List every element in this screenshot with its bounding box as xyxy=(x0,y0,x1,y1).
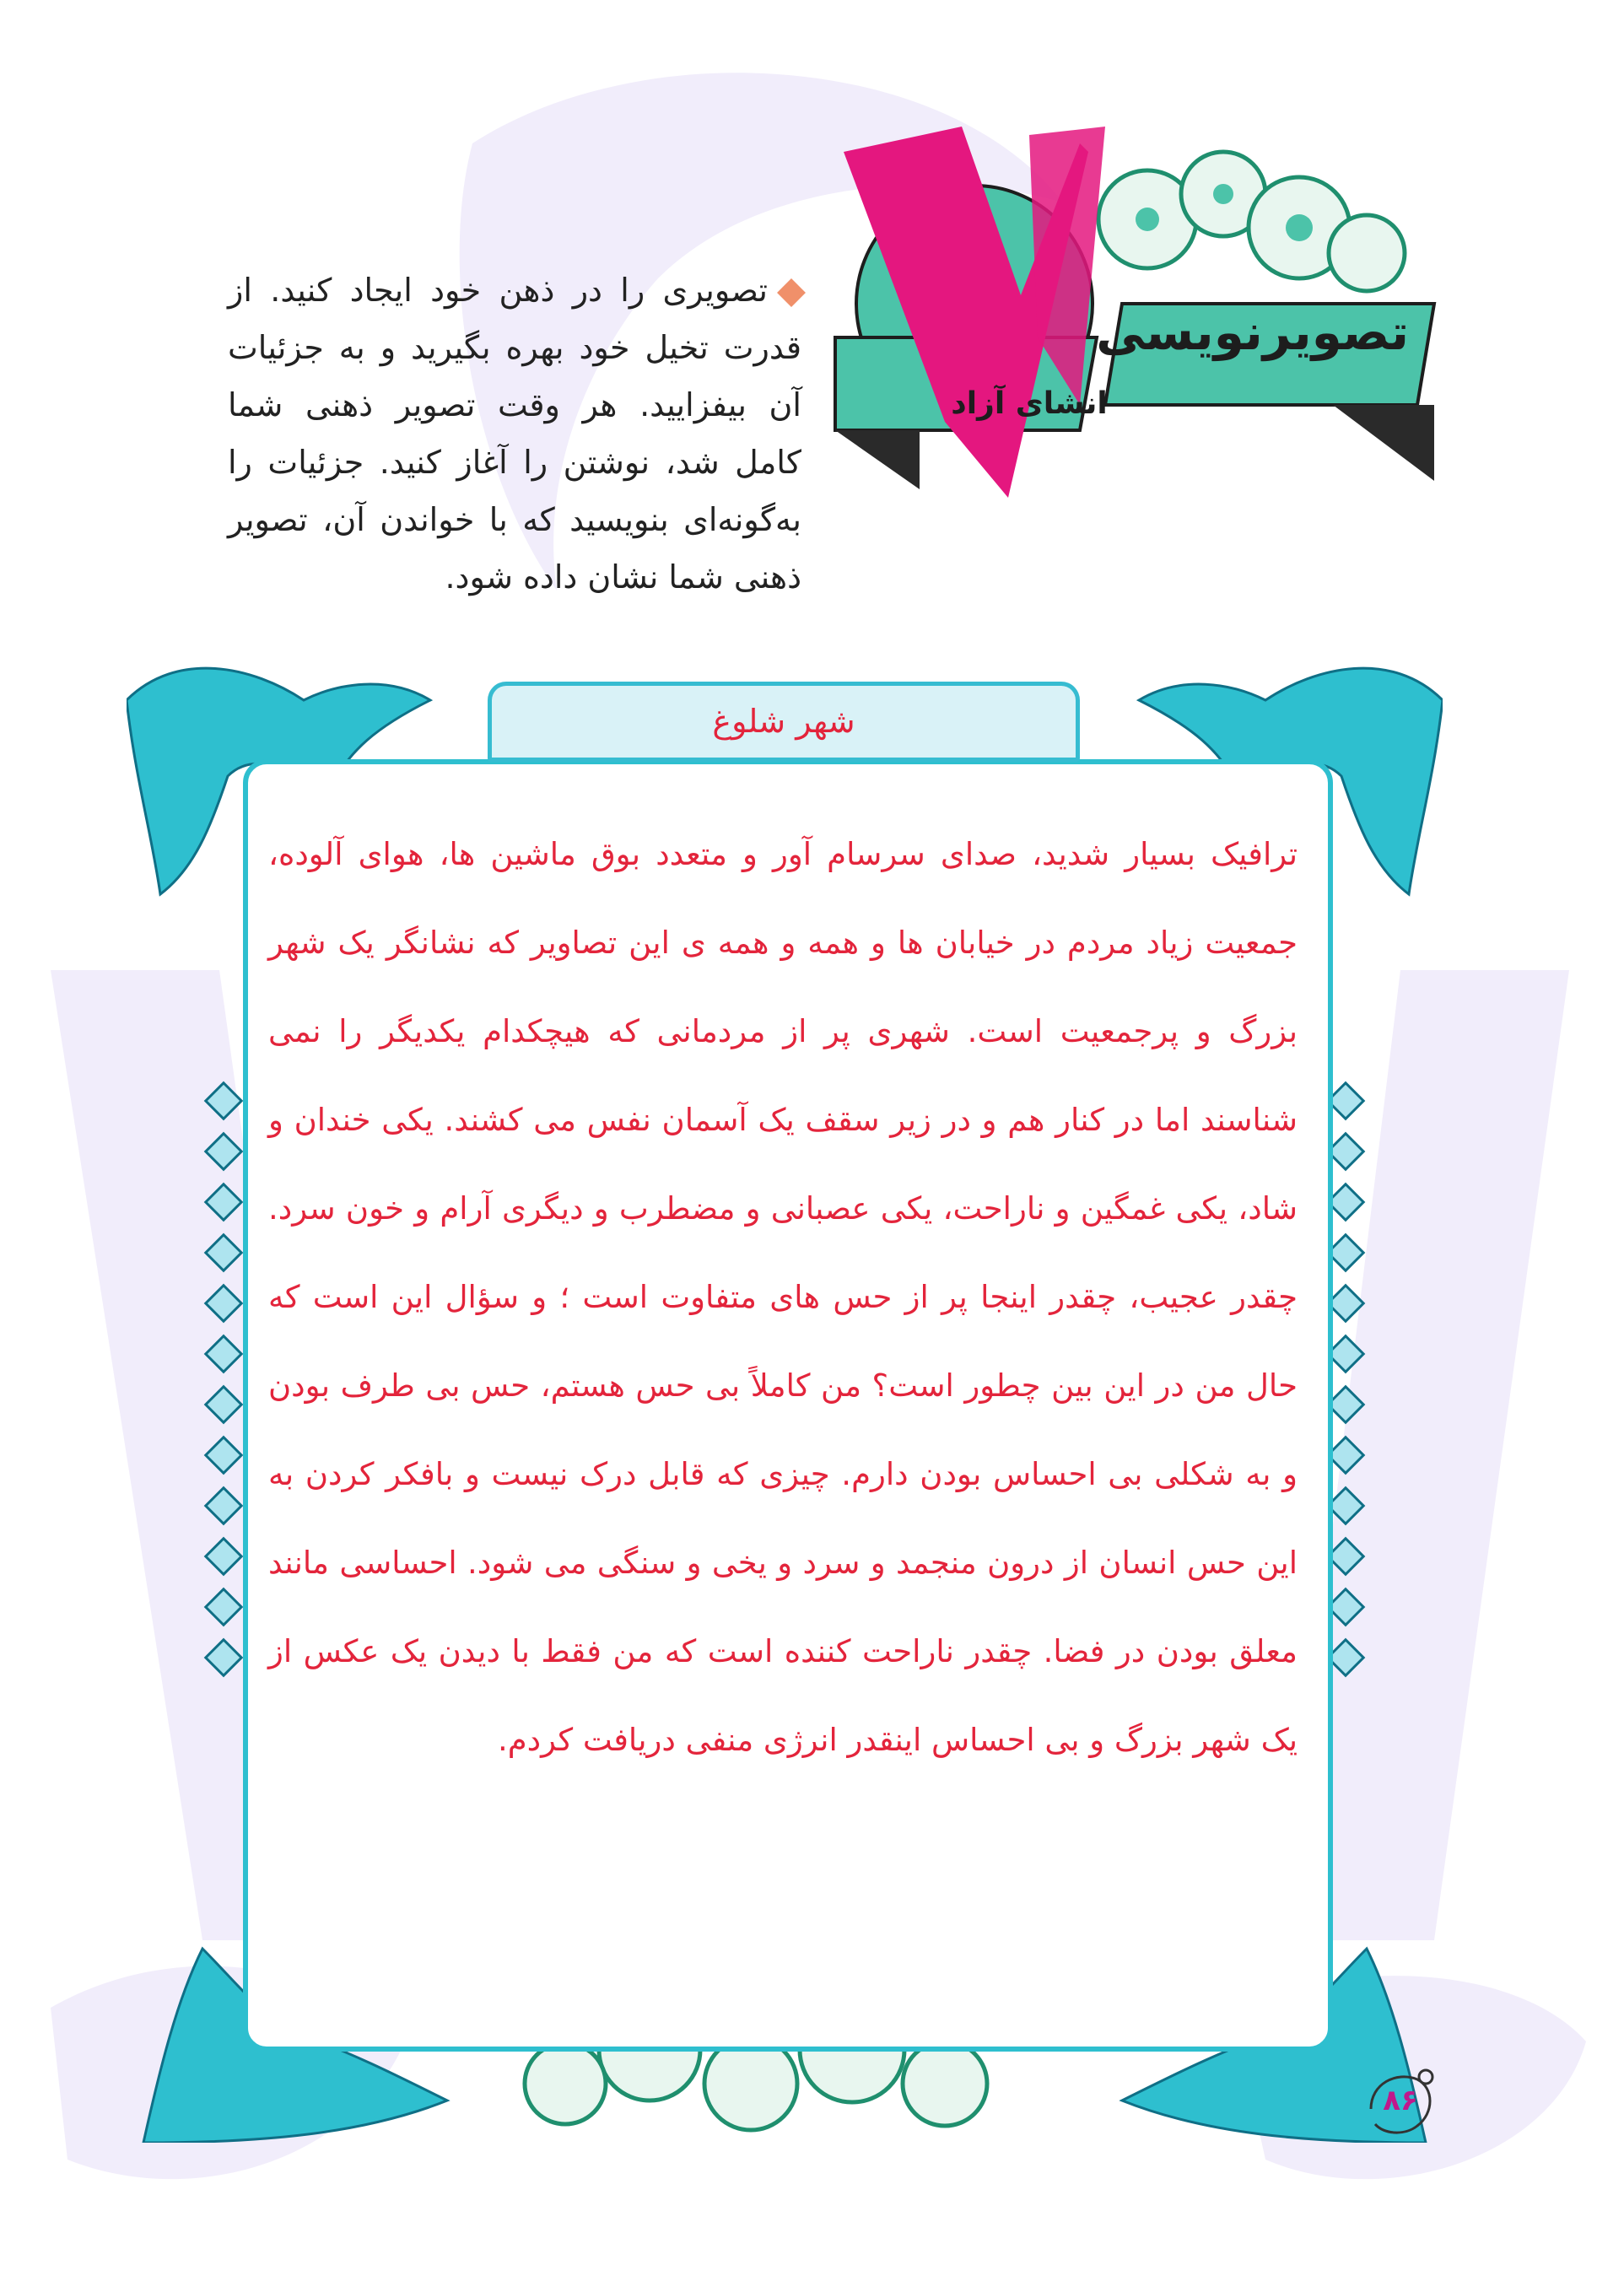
side-diamonds-left xyxy=(206,1083,241,1675)
instruction-text: تصویری را در ذهن خود ایجاد کنید. از قدرت تخیل خود بهره بگیرید و به جزئیات آن بیفزایید. هر وقت تصویر ذهنی شما کامل شد، نوشتن را آغاز کنید. جزئیات را به‌گونه‌ای بنویسید که با خواندن آن، تصویر ذهنی شما نشان داده شود. xyxy=(228,272,801,596)
flowers-decoration xyxy=(1098,152,1405,291)
lesson-subtitle: انشای آزاد xyxy=(951,386,1108,421)
essay-title: شهر شلوغ xyxy=(488,682,1080,762)
right-ribbon-fold xyxy=(1333,405,1434,481)
side-diamonds-right xyxy=(1328,1083,1363,1675)
page-number: ۸۶ xyxy=(1383,2084,1418,2117)
essay-body: ترافیک بسیار شدید، صدای سرسام آور و متعدد بوق ماشین ها، هوای آلوده، جمعیت زیاد مردم در خیابان ها و همه و همه ی این تصاویر که نشانگر یک شهر بزرگ و پرجمعیت است. شهری پر از مردمانی که هیچکدام یکدیگر را نمی شناسند اما در کنار هم و در زیر سقف یک آسمان نفس می کشند. یکی خندان و شاد، یکی غمگین و ناراحت، یکی عصبانی و مضطرب و دیگری آرام و خون سرد. چقدر عجیب، چقدر اینجا پر از حس های متفاوت است ؛ و سؤال این است که حال من در این بین چطور است؟ من کاملاً بی حس هستم، حس بی طرف بودن و به شکلی بی احساس بودن دارم. چیزی که قابل درک نیست و بافکر کردن به این حس انسان از درون منجمد و سرد و یخی و سنگی می شود. احساسی مانند معلق بودن در فضا. چقدر ناراحت کننده است که من فقط با دیدن یک عکس از یک شهر بزرگ و بی احساس اینقدر انرژی منفی دریافت کردم. xyxy=(268,836,1298,1758)
left-ribbon-fold xyxy=(835,430,920,489)
lesson-title: تصویرنویسی xyxy=(1096,304,1409,361)
bullet-diamond-icon xyxy=(777,278,806,307)
instruction-paragraph xyxy=(228,262,801,606)
